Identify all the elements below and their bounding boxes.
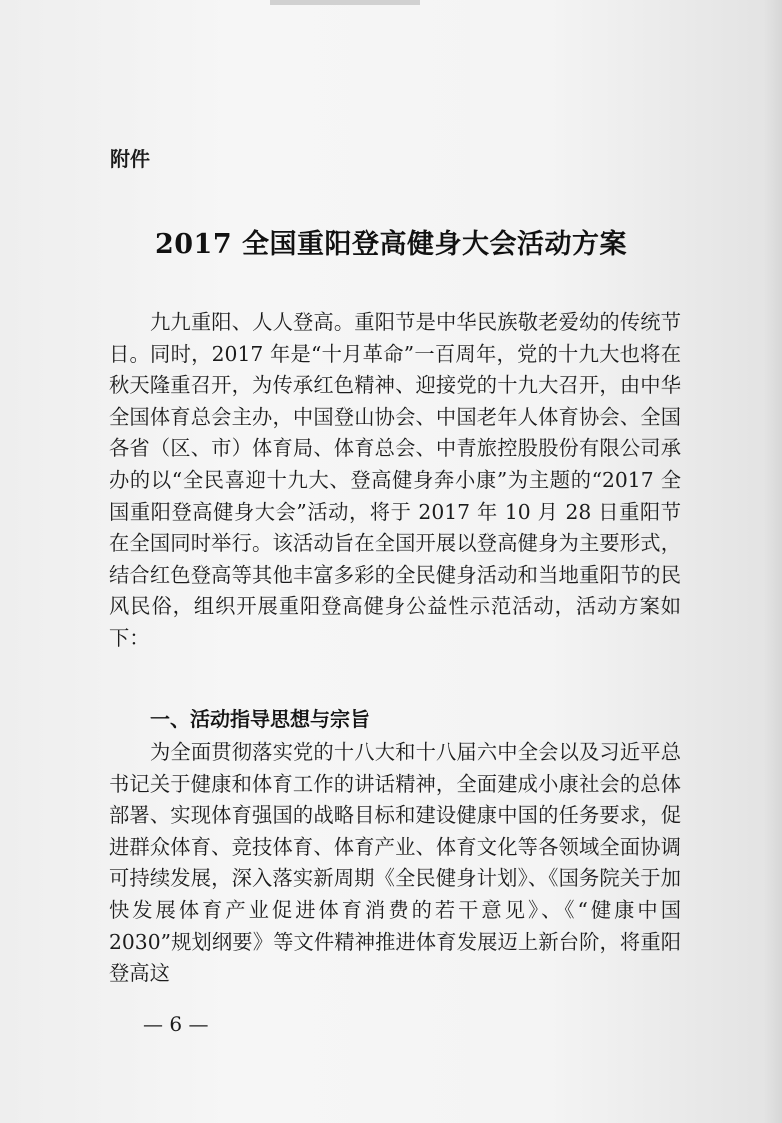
document-title: 2017 全国重阳登高健身大会活动方案	[154, 229, 628, 260]
attachment-label: 附件	[110, 147, 150, 171]
section-paragraph-guiding-principles: 为全面贯彻落实党的十八大和十八届六中全会以及习近平总书记关于健康和体育工作的讲话精神，全面建成小康社会的总体部署、实现体育强国的战略目标和建设健康中国的任务要求，促进群众体育、竞技体育、体育产业、体育文化等各领域全面协调可持续发展，深入落实新周期《全民健身计划》、《国务院关于加快发展体育产业促进体育消费的若干意见》、《“健康中国 2030”规划纲要》等文件精神推进体育发展迈上新台阶，将重阳登高这	[109, 740, 681, 986]
page-number: — 6 —	[143, 1012, 209, 1036]
section-heading-guiding-principles: 一、活动指导思想与宗旨	[150, 707, 370, 731]
scan-artifact	[270, 0, 420, 5]
page-edge-shadow	[764, 0, 782, 1123]
intro-paragraph: 九九重阳、人人登高。重阳节是中华民族敬老爱幼的传统节日。同时，2017 年是“十月革命”一百周年，党的十九大也将在秋天隆重召开，为传承红色精神、迎接党的十九大召开，由中华全国体育总会主办，中国登山协会、中国老年人体育协会、全国各省（区、市）体育局、体育总会、中青旅控股股份有限公司承办的以“全民喜迎十九大、登高健身奔小康”为主题的“2017 全国重阳登高健身大会”活动，将于 2017 年 10 月 28 日重阳节在全国同时举行。该活动旨在全国开展以登高健身为主要形式，结合红色登高等其他丰富多彩的全民健身活动和当地重阳节的民风民俗，组织开展重阳登高健身公益性示范活动，活动方案如下：	[109, 310, 681, 650]
